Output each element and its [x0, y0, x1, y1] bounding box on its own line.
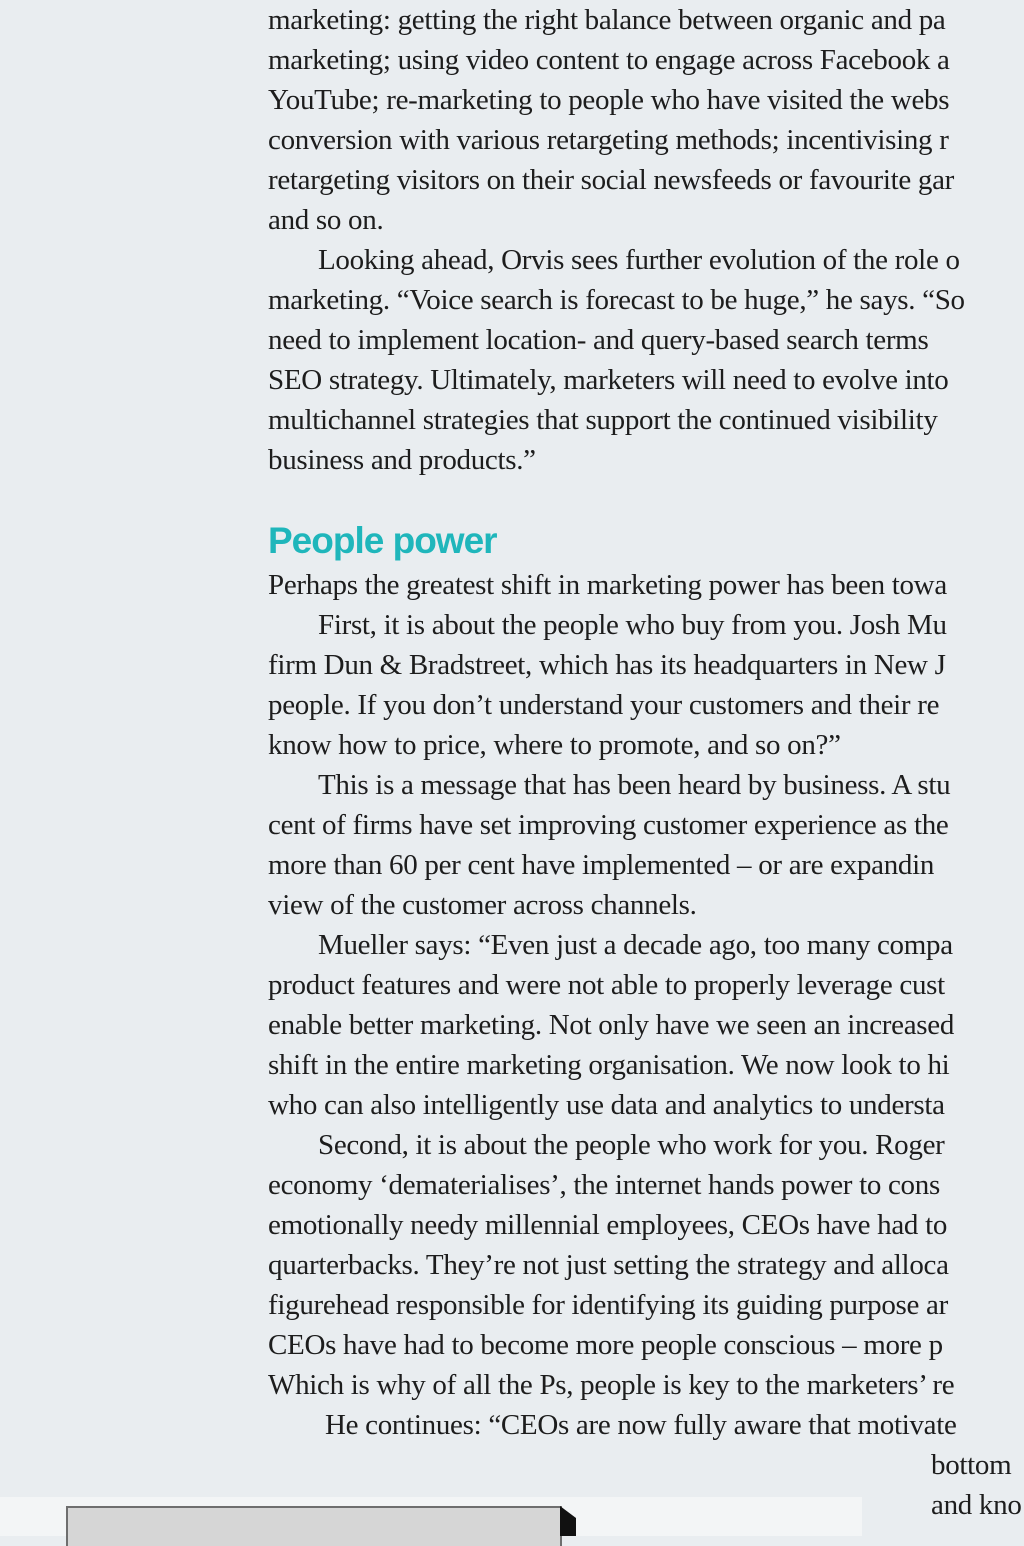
paragraph-line: CEOs have had to become more people conscious – more p [268, 1329, 943, 1361]
paragraph-line: bottom [931, 1449, 1012, 1481]
paragraph-line: He continues: “CEOs are now fully aware that motivate [325, 1409, 957, 1441]
paragraph-line: retargeting visitors on their social newsfeeds or favourite gar [268, 164, 955, 196]
paragraph-line: This is a message that has been heard by business. A stu [318, 769, 951, 801]
paragraph-line: First, it is about the people who buy from you. Josh Mu [318, 609, 947, 641]
paragraph-line: conversion with various retargeting methods; incentivising r [268, 124, 949, 156]
paragraph-line: Looking ahead, Orvis sees further evolution of the role o [318, 244, 960, 276]
paragraph-line: enable better marketing. Not only have we seen an increased [268, 1009, 955, 1041]
paragraph-line: who can also intelligently use data and analytics to understa [268, 1089, 945, 1121]
paragraph [268, 1125, 1024, 1405]
paragraph-line: people. If you don’t understand your customers and their re [268, 689, 940, 721]
paragraph [268, 0, 1024, 240]
paragraph [268, 925, 1024, 1125]
boxout-frame [66, 1506, 562, 1546]
paragraph-line: more than 60 per cent have implemented – or are expandin [268, 849, 935, 881]
paragraph-line: shift in the entire marketing organisation. We now look to hi [268, 1049, 950, 1081]
paragraph [268, 605, 1024, 765]
paragraph-line: marketing: getting the right balance between organic and pa [268, 4, 946, 36]
article-body [268, 0, 1024, 480]
paragraph-line: marketing; using video content to engage across Facebook a [268, 44, 950, 76]
paragraph-line: business and products.” [268, 444, 536, 476]
paragraph-line: YouTube; re-marketing to people who have visited the webs [268, 84, 950, 116]
paragraph-line: quarterbacks. They’re not just setting the strategy and alloca [268, 1249, 949, 1281]
paragraph-line: SEO strategy. Ultimately, marketers will need to evolve into [268, 364, 949, 396]
paragraph [268, 240, 1024, 480]
section-heading: People power [268, 520, 497, 561]
paragraph-line: economy ‘dematerialises’, the internet hands power to cons [268, 1169, 940, 1201]
paragraph-line: product features and were not able to properly leverage cust [268, 969, 945, 1001]
paragraph-line: view of the customer across channels. [268, 889, 697, 921]
paragraph-line: need to implement location- and query-based search terms [268, 324, 929, 356]
paragraph-line: figurehead responsible for identifying its guiding purpose ar [268, 1289, 948, 1321]
paragraph-line: multichannel strategies that support the continued visibility [268, 404, 938, 436]
paragraph-line: Second, it is about the people who work for you. Roger [318, 1129, 945, 1161]
paragraph [268, 765, 1024, 925]
paragraph-line: Which is why of all the Ps, people is key to the marketers’ re [268, 1369, 955, 1401]
paragraph-line: Mueller says: “Even just a decade ago, too many compa [318, 929, 953, 961]
paragraph-line: marketing. “Voice search is forecast to be huge,” he says. “So [268, 284, 965, 316]
paragraph-line: Perhaps the greatest shift in marketing power has been towa [268, 569, 947, 601]
article-body-section [268, 565, 1024, 1445]
paragraph-line: emotionally needy millennial employees, CEOs have had to [268, 1209, 948, 1241]
paragraph-line: and so on. [268, 204, 384, 236]
wrapped-text-column [931, 1445, 1024, 1525]
paragraph-line: cent of firms have set improving customer experience as the [268, 809, 949, 841]
paragraph-line: and kno [931, 1489, 1022, 1521]
paragraph-line: know how to price, where to promote, and so on?” [268, 729, 841, 761]
paragraph-line: firm Dun & Bradstreet, which has its headquarters in New J [268, 649, 946, 681]
